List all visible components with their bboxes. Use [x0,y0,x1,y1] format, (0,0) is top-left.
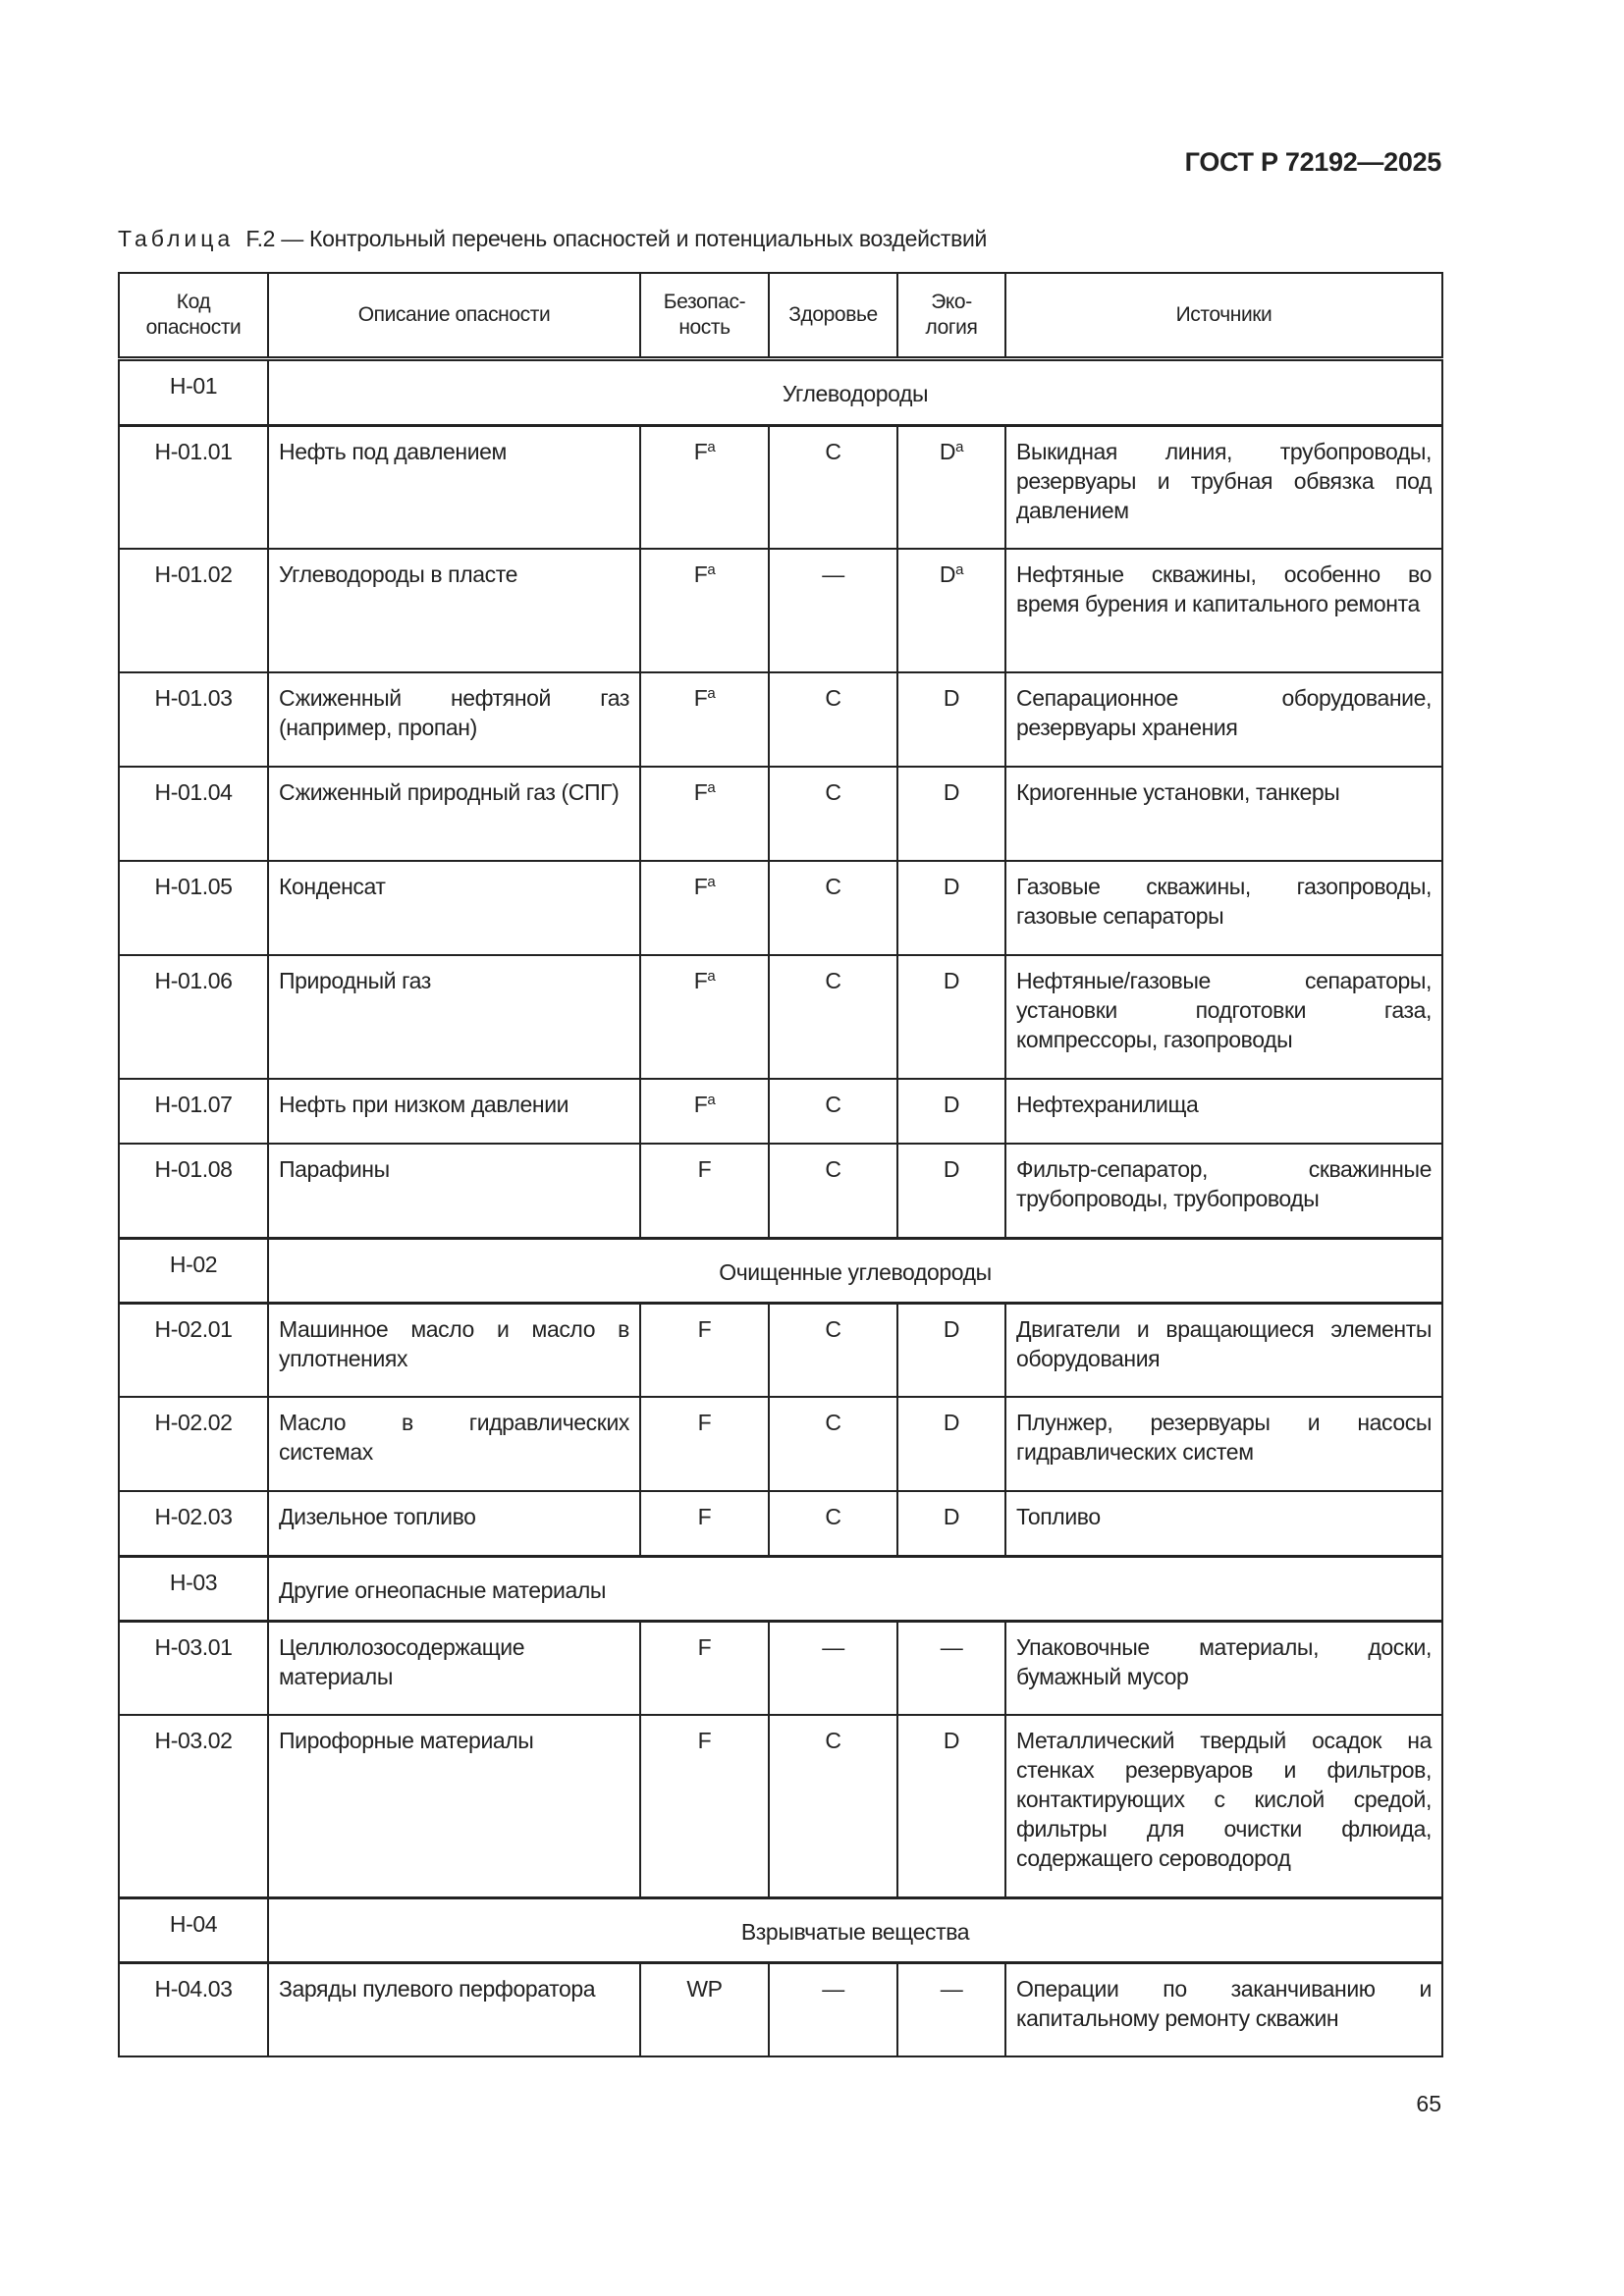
ecology-cell [897,1715,1005,1897]
hazard-sources: Сепарационное оборудование, резервуары хранения [1005,672,1442,767]
section-title: Другие огнеопасные материалы [268,1556,1442,1621]
caption-label: Таблица [118,226,235,251]
ecology-cell [897,1397,1005,1491]
column-header-description: Описание опасности [268,273,640,358]
health-value: C [769,1491,897,1556]
section-row [119,1238,1442,1303]
hazard-code: H-01.07 [119,1079,268,1144]
ecology-cell [897,672,1005,767]
hazard-code: H-02.02 [119,1397,268,1491]
table-row [119,425,1442,549]
table-row [119,1621,1442,1715]
safety-value: F [693,1092,708,1117]
health-value: C [769,1715,897,1897]
column-header-code: Код опасности [119,273,268,358]
health-value: — [769,1962,897,2056]
ecology-value: D [943,968,960,993]
hazard-sources: Криогенные установки, танкеры [1005,767,1442,861]
health-value: C [769,672,897,767]
safety-cell [640,955,769,1079]
safety-footnote: a [707,685,716,702]
hazard-code: H-03.01 [119,1621,268,1715]
table-caption [118,226,987,252]
table-row [119,1491,1442,1556]
hazard-description: Пирофорные материалы [268,1715,640,1897]
column-header-health: Здоровье [769,273,897,358]
table-row [119,672,1442,767]
ecology-cell [897,1962,1005,2056]
section-title: Очищенные углеводороды [268,1238,1442,1303]
hazard-sources: Двигатели и вращающиеся элементы оборудования [1005,1303,1442,1397]
health-value: — [769,1621,897,1715]
section-row [119,358,1442,425]
section-title: Углеводороды [268,358,1442,425]
section-title: Взрывчатые вещества [268,1897,1442,1962]
ecology-value: D [943,1092,960,1117]
safety-cell [640,1715,769,1897]
ecology-cell [897,549,1005,672]
safety-cell [640,1621,769,1715]
table-row [119,1144,1442,1238]
ecology-cell [897,1303,1005,1397]
health-value: C [769,767,897,861]
ecology-footnote: a [955,438,964,455]
ecology-value: D [943,1156,960,1182]
safety-cell [640,1491,769,1556]
ecology-value: — [940,1633,963,1660]
hazard-code: H-01.08 [119,1144,268,1238]
ecology-value: D [943,685,960,711]
table-row [119,767,1442,861]
hazard-checklist-table [118,272,1443,2057]
table-row [119,1079,1442,1144]
safety-cell [640,425,769,549]
column-header-ecology: Эко- логия [897,273,1005,358]
ecology-cell [897,955,1005,1079]
ecology-value: — [940,1975,963,2002]
safety-value: F [697,1504,712,1529]
safety-value: F [697,1728,712,1753]
hazard-description: Нефть под давлением [268,425,640,549]
ecology-cell [897,861,1005,955]
hazard-code: H-02.01 [119,1303,268,1397]
safety-cell [640,549,769,672]
hazard-description: Масло в гидравлических системах [268,1397,640,1491]
hazard-sources: Газовые скважины, газопроводы, газовые сепараторы [1005,861,1442,955]
hazard-description: Заряды пулевого перфоратора [268,1962,640,2056]
hazard-code: H-03 [119,1556,268,1621]
health-value: C [769,1144,897,1238]
hazard-description: Сжиженный природный газ (СПГ) [268,767,640,861]
table-row [119,549,1442,672]
hazard-sources: Упаковочные материалы, доски, бумажный мусор [1005,1621,1442,1715]
hazard-sources: Нефтяные скважины, особенно во время бурения и капитального ремонта [1005,549,1442,672]
safety-cell [640,1962,769,2056]
table-row [119,955,1442,1079]
ecology-value: D [939,561,956,587]
safety-footnote: a [707,1092,716,1108]
health-value: C [769,1303,897,1397]
safety-value: F [693,438,708,464]
hazard-description: Сжиженный нефтяной газ (например, пропан) [268,672,640,767]
health-value: C [769,861,897,955]
ecology-value: D [943,779,960,805]
document-id: ГОСТ Р 72192—2025 [1184,147,1441,177]
hazard-code: H-01 [119,358,268,425]
hazard-code: H-04 [119,1897,268,1962]
safety-footnote: a [707,874,716,890]
ecology-value: D [943,1504,960,1529]
hazard-code: H-01.01 [119,425,268,549]
ecology-cell [897,1491,1005,1556]
section-row [119,1556,1442,1621]
column-header-safety: Безопас- ность [640,273,769,358]
ecology-cell [897,1621,1005,1715]
hazard-description: Целлюлозосодержащие материалы [268,1621,640,1715]
table-header-row [119,273,1442,358]
safety-cell [640,861,769,955]
safety-footnote: a [707,779,716,796]
hazard-description: Углеводороды в пласте [268,549,640,672]
safety-value: F [693,968,708,993]
safety-value: F [697,1410,712,1435]
ecology-value: D [943,1728,960,1753]
safety-value: F [693,685,708,711]
hazard-sources: Нефтехранилища [1005,1079,1442,1144]
page-number: 65 [1416,2091,1441,2116]
ecology-cell [897,767,1005,861]
safety-cell [640,1303,769,1397]
table-row [119,1397,1442,1491]
hazard-code: H-02 [119,1238,268,1303]
safety-cell [640,767,769,861]
hazard-sources: Операции по заканчиванию и капитальному ремонту скважин [1005,1962,1442,2056]
hazard-code: H-01.04 [119,767,268,861]
hazard-sources: Топливо [1005,1491,1442,1556]
table-row [119,1962,1442,2056]
safety-value: F [693,874,708,899]
health-value: C [769,955,897,1079]
health-value: C [769,1079,897,1144]
ecology-cell [897,1144,1005,1238]
hazard-sources: Выкидная линия, трубопроводы, резервуары и трубная обвязка под давлением [1005,425,1442,549]
hazard-code: H-03.02 [119,1715,268,1897]
hazard-description: Машинное масло и масло в уплотнениях [268,1303,640,1397]
hazard-code: H-01.06 [119,955,268,1079]
safety-value: F [697,1156,712,1182]
health-value: — [769,549,897,672]
hazard-description: Парафины [268,1144,640,1238]
safety-cell [640,672,769,767]
table-body [119,358,1442,2056]
hazard-sources: Плунжер, резервуары и насосы гидравлических систем [1005,1397,1442,1491]
ecology-value: D [943,874,960,899]
table-row [119,861,1442,955]
hazard-code: H-01.05 [119,861,268,955]
safety-footnote: a [707,561,716,578]
hazard-description: Конденсат [268,861,640,955]
health-value: C [769,1397,897,1491]
ecology-value: D [939,438,956,464]
safety-value: F [693,561,708,587]
hazard-code: H-02.03 [119,1491,268,1556]
ecology-value: D [943,1315,960,1342]
safety-value: WP [686,1975,723,2002]
ecology-value: D [943,1410,960,1435]
safety-value: F [693,779,708,805]
hazard-code: H-01.03 [119,672,268,767]
safety-cell [640,1144,769,1238]
hazard-code: H-01.02 [119,549,268,672]
hazard-code: H-04.03 [119,1962,268,2056]
hazard-sources: Металлический твердый осадок на стенках резервуаров и фильтров, контактирующих с кислой средой, фильтры для очистки флюида, содержащего сероводород [1005,1715,1442,1897]
ecology-cell [897,1079,1005,1144]
caption-text: F.2 — Контрольный перечень опасностей и потенциальных воздействий [245,226,988,251]
table-row [119,1715,1442,1897]
hazard-description: Нефть при низком давлении [268,1079,640,1144]
ecology-cell [897,425,1005,549]
safety-footnote: a [707,968,716,985]
hazard-sources: Фильтр-сепаратор, скважинные трубопроводы, трубопроводы [1005,1144,1442,1238]
hazard-description: Дизельное топливо [268,1491,640,1556]
safety-cell [640,1079,769,1144]
ecology-footnote: a [955,561,964,578]
hazard-description: Природный газ [268,955,640,1079]
safety-value: F [697,1315,712,1342]
safety-value: F [697,1633,712,1660]
health-value: C [769,425,897,549]
safety-cell [640,1397,769,1491]
table-row [119,1303,1442,1397]
section-row [119,1897,1442,1962]
safety-footnote: a [707,438,716,455]
column-header-sources: Источники [1005,273,1442,358]
hazard-sources: Нефтяные/газовые сепараторы, установки подготовки газа, компрессоры, газопроводы [1005,955,1442,1079]
